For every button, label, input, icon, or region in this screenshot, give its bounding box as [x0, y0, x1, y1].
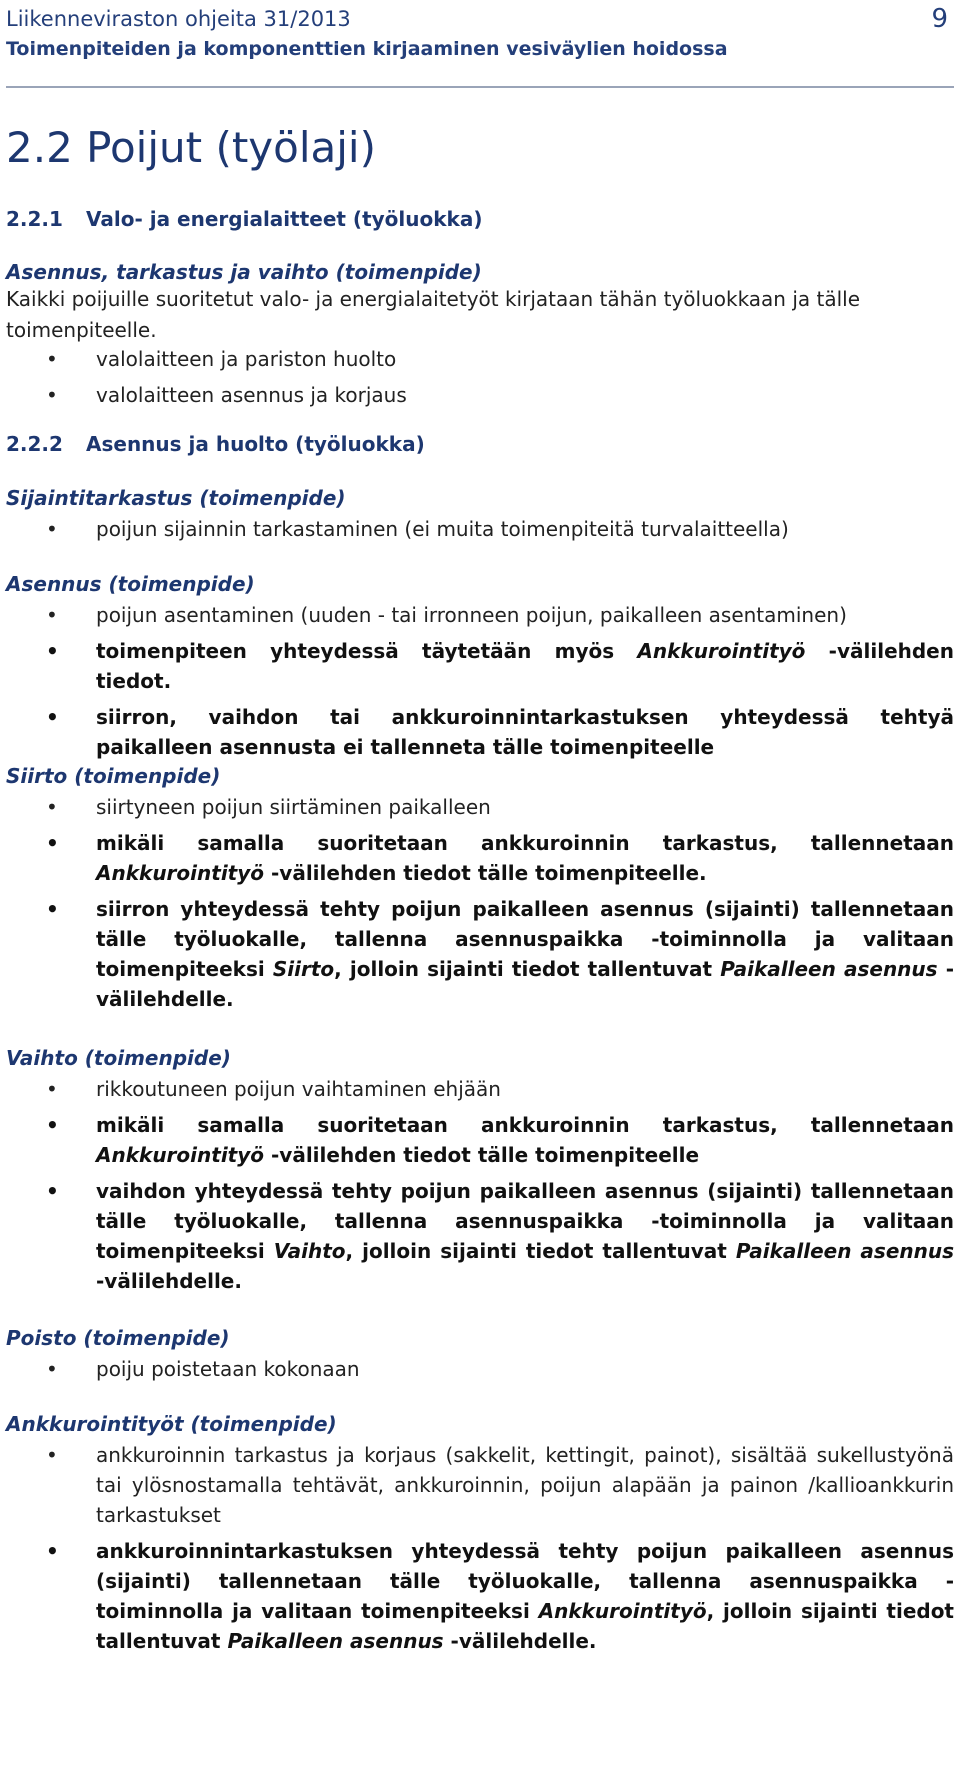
bullet-icon: •: [46, 639, 59, 663]
list-item: • valolaitteen asennus ja korjaus: [6, 380, 954, 410]
document-page: [6, 0, 955, 1653]
bullet-icon: •: [46, 347, 58, 371]
bullet-icon: •: [46, 603, 58, 627]
list-item: • siirtyneen poijun siirtäminen paikalleen: [6, 792, 954, 822]
bullet-list-sijainti: [6, 514, 954, 550]
bullet-icon: •: [46, 517, 58, 541]
bullet-icon: •: [46, 1113, 59, 1137]
subheading-vaihto: Vaihto (toimenpide): [6, 1046, 231, 1070]
section-heading-2-2-2: [6, 430, 425, 458]
subheading-poisto: Poisto (toimenpide): [6, 1326, 230, 1350]
bullet-icon: •: [46, 1077, 58, 1101]
section-title: Valo- ja energialaitteet (työluokka): [86, 207, 483, 231]
list-item: • toimenpiteen yhteydessä täytetään myös Ankkurointityö -välilehden tiedot.: [6, 636, 954, 696]
bullet-icon: •: [46, 1179, 59, 1203]
subheading-ankkurointityot: Ankkurointityöt (toimenpide): [6, 1412, 337, 1436]
bullet-list-vaihto: [6, 1074, 954, 1302]
bullet-icon: •: [46, 705, 59, 729]
header-subtitle: Toimenpiteiden ja komponenttien kirjaaminen vesiväylien hoidossa: [6, 38, 728, 60]
bullet-icon: •: [46, 1443, 58, 1467]
list-item: • siirron, vaihdon tai ankkuroinnintarkastuksen yhteydessä tehtyä paikalleen asennusta ei tallenneta tälle toimenpiteelle: [6, 702, 954, 762]
bullet-icon: •: [46, 831, 59, 855]
list-item: • poijun asentaminen (uuden - tai irronneen poijun, paikalleen asentaminen): [6, 600, 954, 630]
bullet-list-siirto: [6, 792, 954, 1020]
bullet-list-ankkurointi: [6, 1440, 954, 1662]
bullet-icon: •: [46, 1357, 58, 1381]
list-item: • poijun sijainnin tarkastaminen (ei muita toimenpiteitä turvalaitteella): [6, 514, 954, 544]
bullet-icon: •: [46, 897, 59, 921]
section-title: Asennus ja huolto (työluokka): [86, 432, 425, 456]
page-number: 9: [931, 4, 948, 34]
bullet-icon: •: [46, 795, 58, 819]
bullet-list-poisto: [6, 1354, 954, 1390]
paragraph-valo-energia: Kaikki poijuille suoritetut valo- ja energialaitetyöt kirjataan tähän työluokkaan ja tälle toimenpiteelle.: [6, 287, 861, 342]
list-item: • siirron yhteydessä tehty poijun paikalleen asennus (sijainti) tallennetaan tälle työluokalle, tallenna asennuspaikka -toiminnolla ja valitaan toimenpiteeksi Siirto, jolloin sijainti tiedot tallentuvat Paikalleen asennus -välilehdelle.: [6, 894, 954, 1014]
list-item: • mikäli samalla suoritetaan ankkuroinnin tarkastus, tallennetaan Ankkurointityö -välilehden tiedot tälle toimenpiteelle.: [6, 828, 954, 888]
list-item: • poiju poistetaan kokonaan: [6, 1354, 954, 1384]
subheading-asennus-tarkastus-vaihto: Asennus, tarkastus ja vaihto (toimenpide): [6, 260, 482, 284]
bullet-icon: •: [46, 383, 58, 407]
bullet-list-asennus: [6, 600, 954, 768]
bullet-icon: •: [46, 1539, 59, 1563]
list-item: • valolaitteen ja pariston huolto: [6, 344, 954, 374]
subheading-asennus: Asennus (toimenpide): [6, 572, 255, 596]
section-number: 2.2.2: [6, 432, 63, 456]
subheading-siirto: Siirto (toimenpide): [6, 764, 221, 788]
list-item: • rikkoutuneen poijun vaihtaminen ehjään: [6, 1074, 954, 1104]
bullet-list-valo: [6, 344, 954, 416]
section-number: 2.2.1: [6, 207, 63, 231]
list-item: • vaihdon yhteydessä tehty poijun paikalleen asennus (sijainti) tallennetaan tälle työluokalle, tallenna asennuspaikka -toiminnolla ja valitaan toimenpiteeksi Vaihto, jolloin sijainti tiedot tallentuvat Paikalleen asennus -välilehdelle.: [6, 1176, 954, 1296]
list-item: • ankkuroinnintarkastuksen yhteydessä tehty poijun paikalleen asennus (sijainti) tallennetaan tälle työluokalle, tallenna asennuspaikka -toiminnolla ja valitaan toimenpiteeksi Ankkurointityö, jolloin sijainti tiedot tallentuvat Paikalleen asennus -välilehdelle.: [6, 1536, 954, 1656]
header-title: Liikenneviraston ohjeita 31/2013: [6, 7, 351, 31]
subheading-sijaintitarkastus: Sijaintitarkastus (toimenpide): [6, 486, 346, 510]
list-item: • mikäli samalla suoritetaan ankkuroinnin tarkastus, tallennetaan Ankkurointityö -välilehden tiedot tälle toimenpiteelle: [6, 1110, 954, 1170]
list-item: • ankkuroinnin tarkastus ja korjaus (sakkelit, kettingit, painot), sisältää sukellustyönä tai ylösnostamalla tehtävät, ankkuroinnin, poijun alapään ja painon /kallioankkurin tarkastukset: [6, 1440, 954, 1530]
header-divider: [6, 86, 954, 88]
section-heading-2-2-1: [6, 205, 482, 233]
chapter-title: 2.2 Poijut (työlaji): [6, 123, 376, 172]
page-header: [6, 0, 954, 88]
